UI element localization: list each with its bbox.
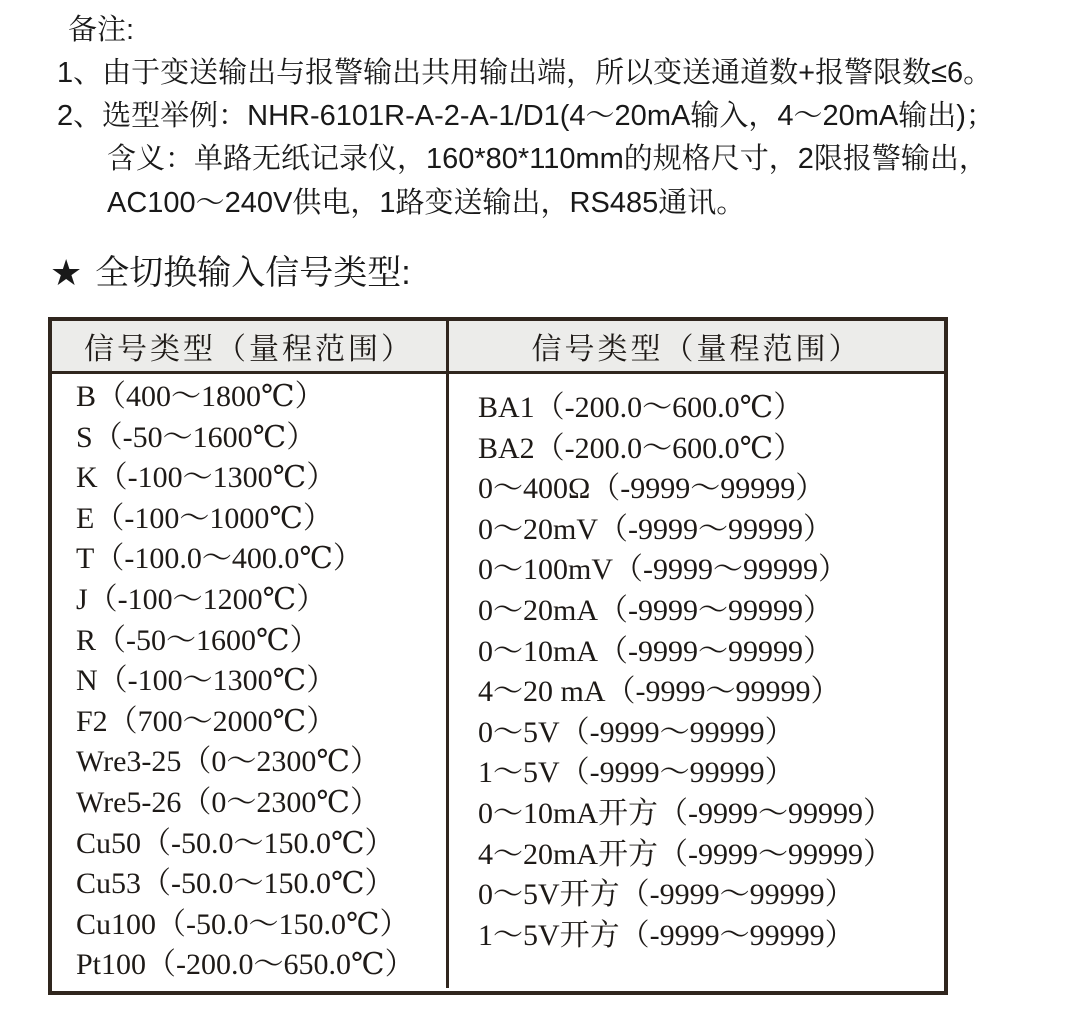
signal-entry: F2（700～2000℃） [76,704,337,738]
signal-entry: 0～20mA（-9999～99999） [478,593,833,627]
signal-entry: BA1（-200.0～600.0℃） [478,391,804,424]
signal-entry: Wre5-26（0～2300℃） [76,785,380,819]
signal-entry: 0～10mA（-9999～99999） [478,634,833,668]
signal-entry: E（-100～1000℃） [76,501,333,535]
table-body [52,374,944,988]
signal-entry: N（-100～1300℃） [76,664,337,698]
signal-entry: 1～5V开方（-9999～99999） [478,918,855,952]
signal-column-left [52,374,449,988]
signal-entry: S（-50～1600℃） [76,420,317,454]
note-line-2-continuation-2: AC100～240V供电，1路变送输出，RS485通讯。 [107,187,746,219]
table-header-right: 信号类型（量程范围） [531,333,862,366]
signal-entry: J（-100～1200℃） [76,582,327,616]
note-line-2: 2、选型举例：NHR-6101R-A-2-A-1/D1(4～20mA输入，4～20mA输出)； [57,100,995,132]
signal-entry: Cu100（-50.0～150.0℃） [76,907,410,941]
signal-entry: Wre3-25（0～2300℃） [76,745,380,779]
signal-entry: BA2（-200.0～600.0℃） [478,431,804,465]
section-heading [50,252,411,294]
signal-entry: 0～10mA开方（-9999～99999） [478,796,893,830]
signal-entry: 0～5V开方（-9999～99999） [478,878,855,912]
note-line-1: 1、由于变送输出与报警输出共用输出端，所以变送通道数+报警限数≤6。 [57,57,993,89]
signal-entry: 4～20mA开方（-9999～99999） [478,837,893,871]
signal-entry: R（-50～1600℃） [76,623,320,657]
signal-entry: T（-100.0～400.0℃） [76,542,363,576]
table-header-row [52,321,944,374]
table-header-left: 信号类型（量程范围） [52,321,449,371]
star-icon: ★ [50,252,83,293]
signal-entry: Pt100（-200.0～650.0℃） [76,948,415,982]
signal-entry: K（-100～1300℃） [76,461,337,495]
signal-entry: B（400～1800℃） [76,380,325,413]
signal-entry: 0～5V（-9999～99999） [478,715,795,749]
signal-column-right [449,374,944,988]
signal-entry: Cu53（-50.0～150.0℃） [76,867,395,901]
signal-entry: 0～400Ω（-9999～99999） [478,472,826,506]
note-line-2-continuation-1: 含义：单路无纸记录仪，160*80*110mm的规格尺寸，2限报警输出， [107,143,988,175]
signal-entry: 1～5V（-9999～99999） [478,756,795,790]
signal-entry: 4～20 mA（-9999～99999） [478,675,841,709]
notes-title: 备注: [68,14,135,46]
signal-entry: Cu50（-50.0～150.0℃） [76,826,395,860]
signal-entry: 0～20mV（-9999～99999） [478,512,833,546]
signal-type-table [48,317,948,995]
section-title: 全切换输入信号类型: [95,254,411,292]
signal-entry: 0～100mV（-9999～99999） [478,553,848,587]
